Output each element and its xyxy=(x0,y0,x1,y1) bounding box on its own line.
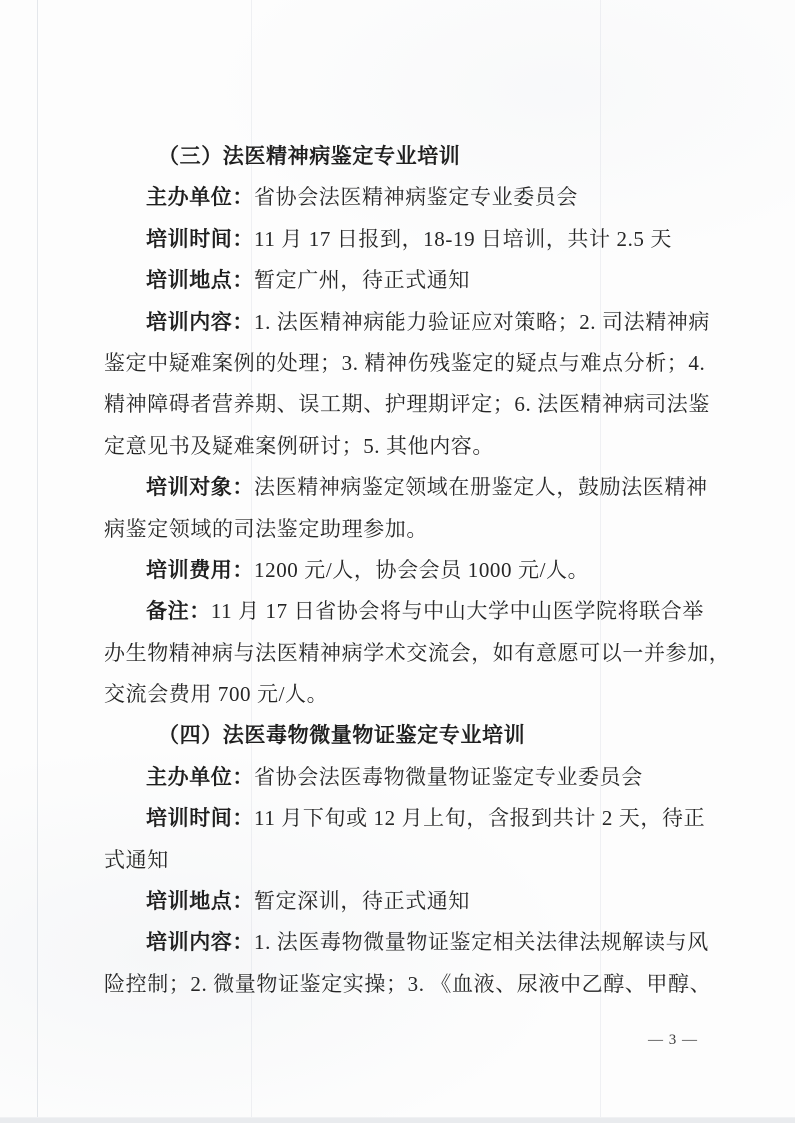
field-label: 主办单位： xyxy=(146,764,254,789)
text-line xyxy=(104,260,744,301)
text-line xyxy=(104,467,744,508)
text-line xyxy=(104,922,744,963)
section-heading xyxy=(104,715,744,756)
field-label: 培训地点： xyxy=(146,268,254,293)
text-line xyxy=(104,757,744,798)
field-text: 式通知 xyxy=(104,847,169,872)
text-line xyxy=(104,591,744,632)
field-text: 11 月 17 日省协会将与中山大学中山医学院将联合举 xyxy=(210,599,704,624)
section-heading xyxy=(104,136,744,177)
text-line xyxy=(104,881,744,922)
field-label: 备注： xyxy=(146,599,211,624)
field-label: 主办单位： xyxy=(146,185,254,210)
field-text: 办生物精神病与法医精神病学术交流会，如有意愿可以一并参加， xyxy=(104,640,731,665)
field-text: 省协会法医毒物微量物证鉴定专业委员会 xyxy=(254,764,643,789)
page-number: — 3 — xyxy=(648,1032,698,1048)
document-body xyxy=(104,136,744,1005)
text-line xyxy=(104,550,744,591)
text-line xyxy=(104,426,744,467)
scan-bottom-edge xyxy=(0,1117,795,1123)
field-text: 险控制；2. 微量物证鉴定实操；3. 《血液、尿液中乙醇、甲醇、 xyxy=(104,971,712,996)
field-text: 11 月下旬或 12 月上旬，含报到共计 2 天，待正 xyxy=(254,806,706,831)
field-label: 培训地点： xyxy=(146,889,254,914)
field-text: 省协会法医精神病鉴定专业委员会 xyxy=(254,185,578,210)
field-label: 培训费用： xyxy=(146,557,254,582)
field-text: 精神障碍者营养期、误工期、护理期评定；6. 法医精神病司法鉴 xyxy=(104,392,710,417)
text-line xyxy=(104,509,744,550)
text-line xyxy=(104,633,744,674)
field-label: 培训内容： xyxy=(146,309,254,334)
text-line xyxy=(104,177,744,218)
field-text: 11 月 17 日报到，18-19 日培训，共计 2.5 天 xyxy=(254,226,672,251)
field-text: 鉴定中疑难案例的处理；3. 精神伤残鉴定的疑点与难点分析；4. xyxy=(104,350,706,375)
text-line xyxy=(104,384,744,425)
field-label: 培训内容： xyxy=(146,930,254,955)
text-line xyxy=(104,798,744,839)
text-line xyxy=(104,674,744,715)
text-line xyxy=(104,343,744,384)
field-text: 1. 法医精神病能力验证应对策略；2. 司法精神病 xyxy=(254,309,710,334)
field-text: 1200 元/人，协会会员 1000 元/人。 xyxy=(254,557,590,582)
field-text: 暂定广州，待正式通知 xyxy=(254,268,470,293)
field-label: 培训时间： xyxy=(146,226,254,251)
field-text: 交流会费用 700 元/人。 xyxy=(104,682,329,707)
field-text: 定意见书及疑难案例研讨；5. 其他内容。 xyxy=(104,433,494,458)
field-text: 暂定深训，待正式通知 xyxy=(254,889,470,914)
field-label: （四）法医毒物微量物证鉴定专业培训 xyxy=(158,723,526,748)
field-label: 培训对象： xyxy=(146,475,254,500)
field-text: 病鉴定领域的司法鉴定助理参加。 xyxy=(104,516,428,541)
field-text: 1. 法医毒物微量物证鉴定相关法律法规解读与风 xyxy=(254,930,709,955)
field-label: 培训时间： xyxy=(146,806,254,831)
scan-fold-line xyxy=(37,0,38,1123)
field-text: 法医精神病鉴定领域在册鉴定人，鼓励法医精神 xyxy=(254,475,708,500)
field-label: （三）法医精神病鉴定专业培训 xyxy=(158,144,461,168)
text-line xyxy=(104,840,744,881)
text-line xyxy=(104,219,744,260)
text-line xyxy=(104,964,744,1005)
text-line xyxy=(104,302,744,343)
